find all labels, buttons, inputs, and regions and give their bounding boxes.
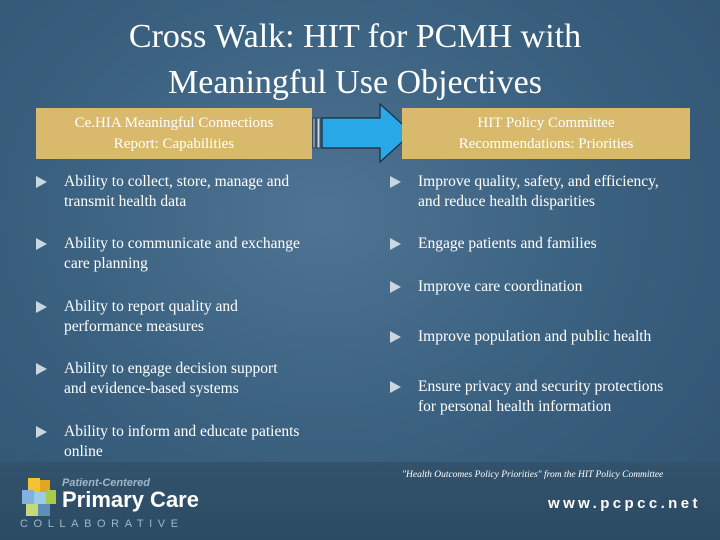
slide-title (0, 14, 710, 106)
priority-line-1: Improve care coordination (418, 278, 583, 295)
priority-line-2: for personal health information (418, 398, 612, 415)
source-note: "Health Outcomes Policy Priorities" from the HIT Policy Committee (402, 470, 664, 480)
capability-line-2: online (64, 443, 103, 460)
pcpcc-logo-icon (20, 476, 58, 518)
capability-line-1: Ability to inform and educate patients (64, 423, 300, 440)
capabilities-header-line-2: Report: Capabilities (113, 135, 235, 152)
capability-line-1: Ability to engage decision support (64, 360, 278, 377)
bullet-triangle-icon (36, 176, 47, 188)
capability-line-2: transmit health data (64, 193, 187, 210)
website-link[interactable]: www.pcpcc.net (548, 495, 701, 512)
logo-name: Primary Care (62, 487, 199, 512)
priorities-header (402, 108, 690, 159)
bullet-triangle-icon (390, 238, 401, 250)
priority-line-1: Improve population and public health (418, 328, 652, 345)
title-line-1: Cross Walk: HIT for PCMH with (128, 18, 582, 55)
bullet-triangle-icon (36, 426, 47, 438)
right-arrow-icon (312, 102, 414, 164)
capability-line-1: Ability to report quality and (64, 298, 238, 315)
priorities-header-line-1: HIT Policy Committee (477, 114, 615, 131)
capabilities-header-line-1: Ce.HIA Meaningful Connections (74, 114, 274, 131)
bullet-triangle-icon (36, 363, 47, 375)
logo-tagline: Patient-Centered (62, 477, 151, 489)
priorities-header-line-2: Recommendations: Priorities (458, 135, 634, 152)
title-line-2: Meaningful Use Objectives (168, 64, 542, 101)
capability-line-1: Ability to communicate and exchange (64, 235, 300, 252)
logo-subtitle: COLLABORATIVE (20, 518, 184, 530)
capabilities-header (36, 108, 312, 159)
capability-line-2: performance measures (64, 318, 204, 335)
capability-line-2: and evidence-based systems (64, 380, 239, 397)
bullet-triangle-icon (390, 176, 401, 188)
bullet-triangle-icon (36, 238, 47, 250)
capability-line-2: care planning (64, 255, 148, 272)
priority-line-2: and reduce health disparities (418, 193, 595, 210)
bullet-triangle-icon (390, 331, 401, 343)
priority-line-1: Ensure privacy and security protections (418, 378, 664, 395)
bullet-triangle-icon (36, 301, 47, 313)
capability-line-1: Ability to collect, store, manage and (64, 173, 290, 190)
priority-line-1: Improve quality, safety, and efficiency, (418, 173, 659, 190)
bullet-triangle-icon (390, 281, 401, 293)
bullet-triangle-icon (390, 381, 401, 393)
priority-line-1: Engage patients and families (418, 235, 597, 252)
